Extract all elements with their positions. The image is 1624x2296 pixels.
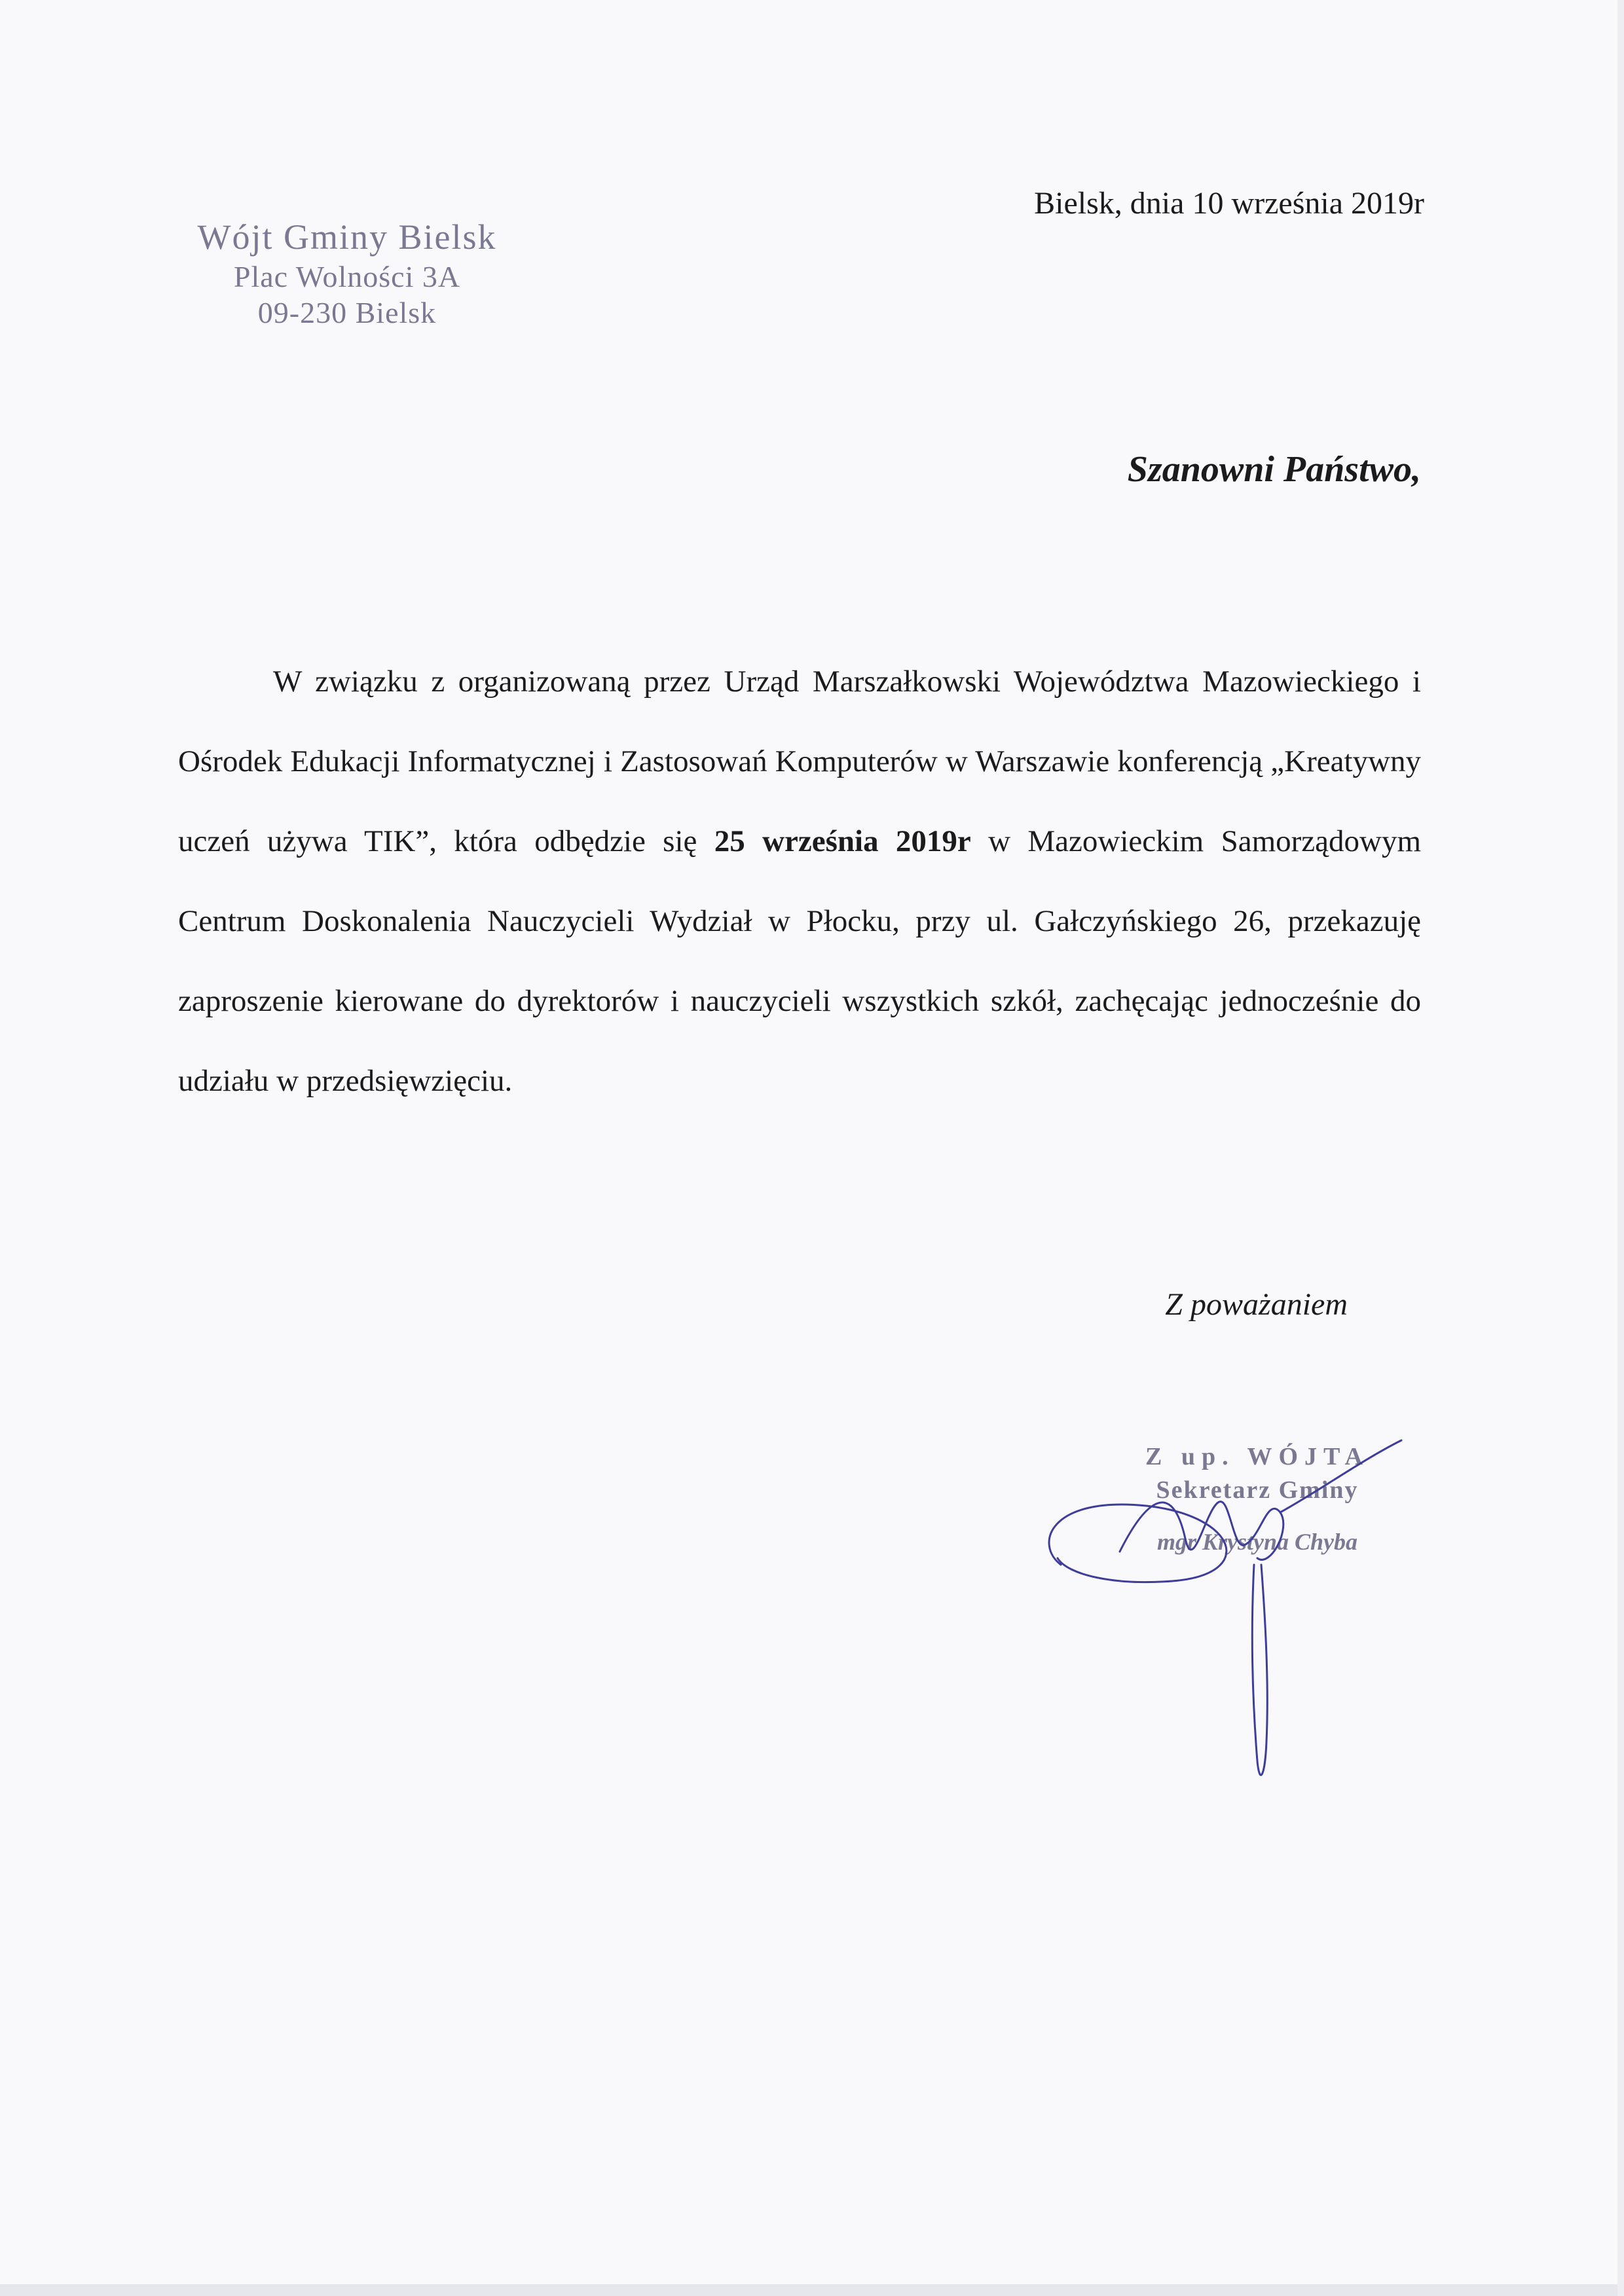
- letter-body: [178, 642, 1421, 1121]
- sender-stamp-office: Wójt Gminy Bielsk: [197, 217, 497, 257]
- sender-stamp-street: Plac Wolności 3A: [233, 259, 461, 293]
- conference-date: 25 września 2019r: [714, 824, 971, 858]
- signature-upstroke: [1280, 1440, 1401, 1512]
- signature-letters-stroke: [1120, 1502, 1283, 1560]
- signature-stamp-role: Sekretarz Gminy: [1156, 1476, 1359, 1504]
- scan-edge-bottom: [0, 2284, 1624, 2296]
- sender-stamp-city: 09-230 Bielsk: [257, 295, 437, 329]
- letter-body-part1: W związku z organizowaną przez Urząd Marszałkowski Województwa Mazowieckiego i Ośrodek Edukacji Informatycznej i Zastosowań Komputerów w Warszawie konferencją „Kreatywny uczeń używa TIK”, która odbędzie się: [178, 665, 1421, 858]
- signature-loop-stroke: [1049, 1504, 1227, 1582]
- salutation: Szanowni Państwo,: [1127, 449, 1421, 490]
- signature-stamp-authority: Z up. WÓJTA: [1145, 1443, 1369, 1470]
- closing-phrase: Z poważaniem: [1165, 1287, 1348, 1322]
- handwritten-signature: [1022, 1434, 1428, 1800]
- signature-downstroke: [1252, 1565, 1267, 1775]
- signature-stamp-name: mgr Krystyna Chyba: [1156, 1528, 1358, 1555]
- scan-edge-right: [1617, 0, 1624, 2296]
- sender-stamp: [118, 216, 576, 331]
- letter-body-part2: w Mazowieckim Samorządowym Centrum Doskonalenia Nauczycieli Wydział w Płocku, przy ul. Gałczyńskiego 26, przekazuję zaproszenie kierowane do dyrektorów i nauczycieli wszystkich szkół, zachęcając jednocześnie do udziału w przedsięwzięciu.: [178, 824, 1422, 1098]
- place-and-date: Bielsk, dnia 10 września 2019r: [1034, 186, 1424, 221]
